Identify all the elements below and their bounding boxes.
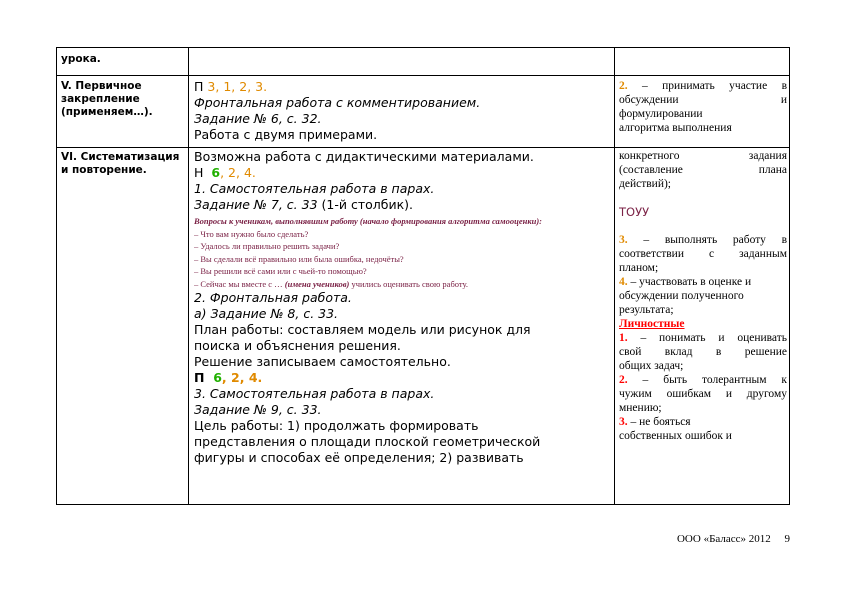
- work-note: Работа с двумя примерами.: [194, 127, 378, 142]
- column-divider: [614, 48, 615, 504]
- task-reference: Задание № 9, с. 33.: [194, 402, 322, 417]
- cell-stage-v: [61, 80, 185, 119]
- skill-line: алгоритма выполнения: [619, 122, 732, 134]
- question-item: – Удалось ли правильно решить задачи?: [194, 241, 340, 251]
- questions-title: Вопросы к ученикам, выполнявшим работу (начало формирования алгоритма самооценки):: [194, 216, 543, 226]
- question-item: – Сейчас мы вместе с … (имена учеников) учились оценивать свою работу.: [194, 278, 469, 289]
- skill-line: общих задач;: [619, 360, 684, 372]
- uud-number: 3: [255, 79, 264, 94]
- cell-content-vi: [194, 149, 612, 466]
- cell-stage-continued: [61, 53, 185, 66]
- goal-line: Цель работы: 1) продолжать формировать: [194, 418, 479, 433]
- cell-skills-v: [619, 79, 787, 135]
- skill-line: обсуждении полученного: [619, 290, 744, 302]
- skill-line: конкретного задания: [619, 150, 787, 162]
- goal-line: представления о площади плоской геометрической: [194, 434, 541, 449]
- question-item: – Что вам нужно было сделать?: [194, 228, 309, 239]
- skill-line: собственных ошибок и: [619, 430, 732, 442]
- cell-stage-vi: [61, 151, 185, 177]
- plan-line: Решение записываем самостоятельно.: [194, 354, 451, 369]
- uud-number: 3: [207, 79, 216, 94]
- uud-group-title: Личностные: [619, 318, 685, 330]
- column-divider: [188, 48, 189, 504]
- task-title: 3. Самостоятельная работа в парах.: [194, 386, 435, 401]
- skill-line: (составление плана: [619, 164, 787, 176]
- uud-codes-line: П 3, 1, 2, 3.: [194, 79, 268, 94]
- skill-line: соответствии с заданным: [619, 248, 787, 260]
- skill-line: свой вклад в решение: [619, 346, 787, 358]
- intro-line: Возможна работа с дидактическими материалами.: [194, 149, 534, 164]
- skill-line: 2. – быть толерантным к: [619, 374, 787, 386]
- plan-line: поиска и объяснения решения.: [194, 338, 401, 353]
- stage-label: VI. Систематизация и повторение.: [61, 151, 180, 176]
- lesson-table: [56, 47, 790, 505]
- cell-skills-vi: [619, 149, 787, 443]
- skill-line: планом;: [619, 262, 659, 274]
- skill-line: чужим ошибкам и другому: [619, 388, 787, 400]
- stage-label: V. Первичное закрепление (применяем…).: [61, 80, 153, 118]
- cell-content-v: [194, 79, 612, 143]
- skill-line: 4. – участвовать в оценке и: [619, 276, 752, 288]
- uud-codes-line: Н 6, 2, 4.: [194, 165, 256, 180]
- skill-line: результата;: [619, 304, 674, 316]
- question-item: – Вы решили всё сами или с чьей-то помощью?: [194, 266, 367, 276]
- footer-company: ООО «Баласс» 2012: [676, 533, 771, 545]
- uud-codes-line: П 6, 2, 4.: [194, 370, 263, 385]
- goal-line: фигуры и способах её определения; 2) развивать: [194, 450, 524, 465]
- skill-line: 3. – выполнять работу в: [619, 234, 787, 246]
- plan-line: План работы: составляем модель или рисунок для: [194, 322, 531, 337]
- page-footer: [600, 533, 790, 545]
- skill-line: обсуждении и: [619, 94, 787, 106]
- task-title: 2. Фронтальная работа.: [194, 290, 352, 305]
- skill-line: 3. – не бояться: [619, 416, 691, 428]
- uud-number: 1: [223, 79, 232, 94]
- skill-line: 1. – понимать и оценивать: [619, 332, 787, 344]
- skill-line: 2. – принимать участие в: [619, 80, 787, 92]
- uud-group-title: ТОУУ: [619, 205, 650, 219]
- skill-line: действий);: [619, 178, 672, 190]
- uud-prefix: П: [194, 79, 204, 94]
- skill-line: формулировании: [619, 108, 703, 120]
- question-item: – Вы сделали всё правильно или была ошибка, недочёты?: [194, 253, 404, 264]
- task-reference-line: Задание № 7, с. 33 (1-й столбик).: [194, 197, 413, 212]
- skill-line: мнению;: [619, 402, 662, 414]
- row-divider: [57, 147, 789, 148]
- uud-number: 2: [239, 79, 248, 94]
- task-reference: а) Задание № 8, с. 33.: [194, 306, 339, 321]
- work-type: Фронтальная работа с комментированием.: [194, 95, 481, 110]
- page-number: 9: [784, 533, 790, 545]
- row-divider: [57, 75, 789, 76]
- stage-label: урока.: [61, 53, 101, 65]
- task-title: 1. Самостоятельная работа в парах.: [194, 181, 435, 196]
- task-reference: Задание № 6, с. 32.: [194, 111, 322, 126]
